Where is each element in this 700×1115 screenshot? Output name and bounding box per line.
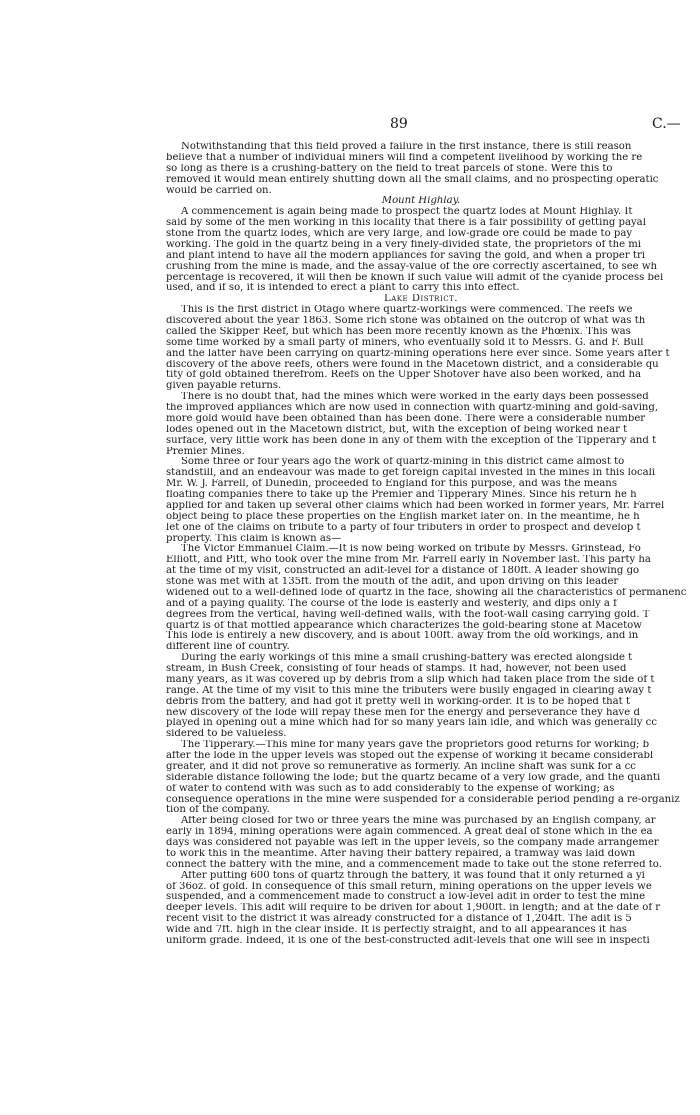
text-line: suspended, and a commencement made to construct a low-level adit in order to test the mine <box>166 892 646 903</box>
text-line: After putting 600 tons of quartz through the battery, it was found that it only returned a yi <box>181 870 645 881</box>
text-line: quartz is of that mottled appearance which characterizes the gold-bearing stone at Macetow <box>166 620 642 631</box>
text-line: Premier Mines. <box>166 446 245 457</box>
text-line: This is the first district in Otago where quartz-workings were commenced. The reefs we <box>181 305 633 316</box>
text-line: many years, as it was covered up by débris from a slip which had taken place from the side of t <box>166 674 655 685</box>
paragraph-tipperary: The Tipperary.—This mine for many years gave the proprietors good returns for working; b <box>181 740 650 751</box>
text-line: believe that a number of individual miners will find a competent livelihood by working the re <box>166 152 643 163</box>
section-heading-lake-district: Lake District. <box>384 294 458 305</box>
text-line: and plant intend to have all the modern appliances for saving the gold, and when a proper tri <box>166 250 646 261</box>
text-line: said by some of the men working in this locality that there is a fair possibility of getting payal <box>166 218 646 229</box>
text-line: and of a paying quality. The course of the lode is easterly and westerly, and dips only a f <box>166 598 617 609</box>
text-line: let one of the claims on tribute to a party of four tributers in order to prospect and develop t <box>166 522 641 533</box>
text-line: removed it would mean entirely shutting down all the small claims, and no prospecting operatic <box>166 174 659 185</box>
text-line: deeper levels. This adit will require to be driven for about 1,900ft. in length; and at the date of r <box>166 903 661 914</box>
text-line: working. The gold in the quartz being in a very finely-divided state, the proprietors of the mi <box>166 239 642 250</box>
text-line: wide and 7ft. high in the clear inside. It is perfectly straight, and to all appearances it has <box>166 925 627 935</box>
text-line: to work this in the meantime. After having their battery repaired, a tramway was laid down <box>166 848 636 859</box>
text-line: used, and if so, it is intended to erect a plant to carry this into effect. <box>166 283 520 294</box>
text-line: greater, and it did not prove so remunerative as formerly. An incline shaft was sunk for a cc <box>166 761 636 772</box>
text-line: property. This claim is known as— <box>166 533 342 544</box>
text-line: discovered about the year 1863. Some rich stone was obtained on the outcrop of what was th <box>166 316 646 326</box>
running-head: C.— <box>652 116 681 132</box>
text-line: of water to contend with was such as to add considerably to the expense of working; as <box>166 783 615 794</box>
text-line: at the time of my visit, constructed an adit-level for a distance of 180ft. A leader showing go <box>166 566 640 577</box>
body-text <box>166 142 686 947</box>
text-line: the improved appliances which are now used in connection with quartz-mining and gold-saving, <box>166 403 659 413</box>
text-line: Notwithstanding that this field proved a failure in the first instance, there is still reason <box>181 142 632 152</box>
text-line: connect the battery with the mine, and a commencement made to take out the stone referred to. <box>166 859 662 870</box>
text-line: stream, in Bush Creek, consisting of four heads of stamps. It had, however, not been used <box>166 664 627 674</box>
text-line: This lode is entirely a new discovery, and is about 100ft. away from the old workings, and in <box>166 631 639 642</box>
text-line: Some three or four years ago the work of quartz-mining in this district came almost to <box>181 457 625 468</box>
page-header <box>0 116 700 136</box>
text-line: different line of country. <box>166 642 290 653</box>
text-line: A commencement is again being made to prospect the quartz lodes at Mount Highlay. It <box>181 207 633 218</box>
text-line: Elliott, and Pitt, who took over the mine from Mr. Farrell early in November last. This party ha <box>166 555 651 566</box>
text-line: called the Skipper Reef, but which has been more recently known as the Phœnix. This was <box>166 326 631 337</box>
text-line: more gold would have been obtained than has been done. There were a considerable number <box>166 413 646 424</box>
text-line: There is no doubt that, had the mines which were worked in the early days been possessed <box>181 392 649 403</box>
text-line: recent visit to the district it was already constructed for a distance of 1,204ft. The adit is 5 <box>166 914 632 925</box>
text-line: given payable returns. <box>166 381 282 392</box>
text-line: discovery of the above reefs, others were found in the Macetown district, and a considerable qu <box>166 359 659 370</box>
page-number: 89 <box>390 116 408 132</box>
text-line: early in 1894, mining operations were again commenced. A great deal of stone which in the ea <box>166 827 653 838</box>
text-line: stone from the quartz lodes, which are very large, and low-grade ore could be made to pay <box>166 229 633 239</box>
text-line: stone was met with at 135ft. from the mouth of the adit, and upon driving on this leader <box>166 577 619 587</box>
text-line: During the early workings of this mine a small crushing-battery was erected alongside t <box>181 653 633 664</box>
text-line: so long as there is a crushing-battery on the field to treat parcels of stone. Were this to <box>166 163 613 174</box>
text-line: of 36oz. of gold. In consequence of this small return, mining operations on the upper levels we <box>166 881 652 892</box>
text-line: object being to place these properties on the English market later on. In the meantime, he h <box>166 511 640 522</box>
text-line: new discovery of the lode will repay these men for the energy and perseverance they have d <box>166 707 640 718</box>
text-line: tion of the company. <box>166 805 270 816</box>
text-line: floating companies there to take up the Premier and Tipperary Mines. Since his return he h <box>166 490 637 500</box>
text-line: days was considered not payable was left in the upper levels, so the company made arrangemer <box>166 838 659 848</box>
text-line: Mr. W. J. Farrell, of Dunedin, proceeded to England for this purpose, and was the means <box>166 479 617 490</box>
text-line: After being closed for two or three years the mine was purchased by an English company, ar <box>181 816 656 827</box>
text-line: siderable distance following the lode; but the quartz became of a very low grade, and the quanti <box>166 772 661 783</box>
text-line: sidered to be valueless. <box>166 729 287 740</box>
text-line: applied for and taken up several other claims which had been worked in former years, Mr. Farrel <box>166 500 665 511</box>
text-line: percentage is recovered, it will then be known if such value will admit of the cyanide process bei <box>166 272 664 283</box>
section-heading-mount-highlay: Mount Highlay. <box>381 196 461 207</box>
text-line: degrees from the vertical, having well-defined walls, with the foot-wall casing carrying gold. T <box>166 609 650 620</box>
text-line: lodes opened out in the Macetown district, but, with the exception of being worked near t <box>166 424 628 435</box>
paragraph-victor-emmanuel-claim: The Victor Emmanuel Claim.—It is now being worked on tribute by Messrs. Grinstead, Fo <box>181 544 641 555</box>
text-line: played in opening out a mine which had for so many years lain idle, and which was generally cc <box>166 718 657 729</box>
text-line: some time worked by a small party of miners, who eventually sold it to Messrs. G. and F. Bull <box>166 337 644 348</box>
text-line: after the lode in the upper levels was stoped out the expense of working it became considerabl <box>166 751 654 761</box>
text-line: and the latter have been carrying on quartz-mining operations here ever since. Some years after t <box>166 348 670 359</box>
text-line: surface, very little work has been done in any of them with the exception of the Tipperary and t <box>166 435 657 446</box>
text-line: uniform grade. Indeed, it is one of the best-constructed adit-levels that one will see in inspecti <box>166 935 650 946</box>
text-line: consequence operations in the mine were suspended for a considerable period pending a re-organiz <box>166 794 680 805</box>
text-line: tity of gold obtained therefrom. Reefs on the Upper Shotover have also been worked, and ha <box>166 370 642 381</box>
text-line: would be carried on. <box>166 185 272 196</box>
text-line: range. At the time of my visit to this mine the tributers were busily engaged in clearing away t <box>166 685 652 696</box>
text-line: widened out to a well-defined lode of quartz in the face, showing all the characteristics of permanenc <box>166 587 686 598</box>
text-line: crushing from the mine is made, and the assay-value of the ore correctly ascertained, to see wh <box>166 261 657 272</box>
text-line: débris from the battery, and had got it pretty well in working-order. It is to be hoped that t <box>166 696 630 707</box>
text-line: standstill, and an endeavour was made to get foreign capital invested in the mines in this locali <box>166 468 656 479</box>
